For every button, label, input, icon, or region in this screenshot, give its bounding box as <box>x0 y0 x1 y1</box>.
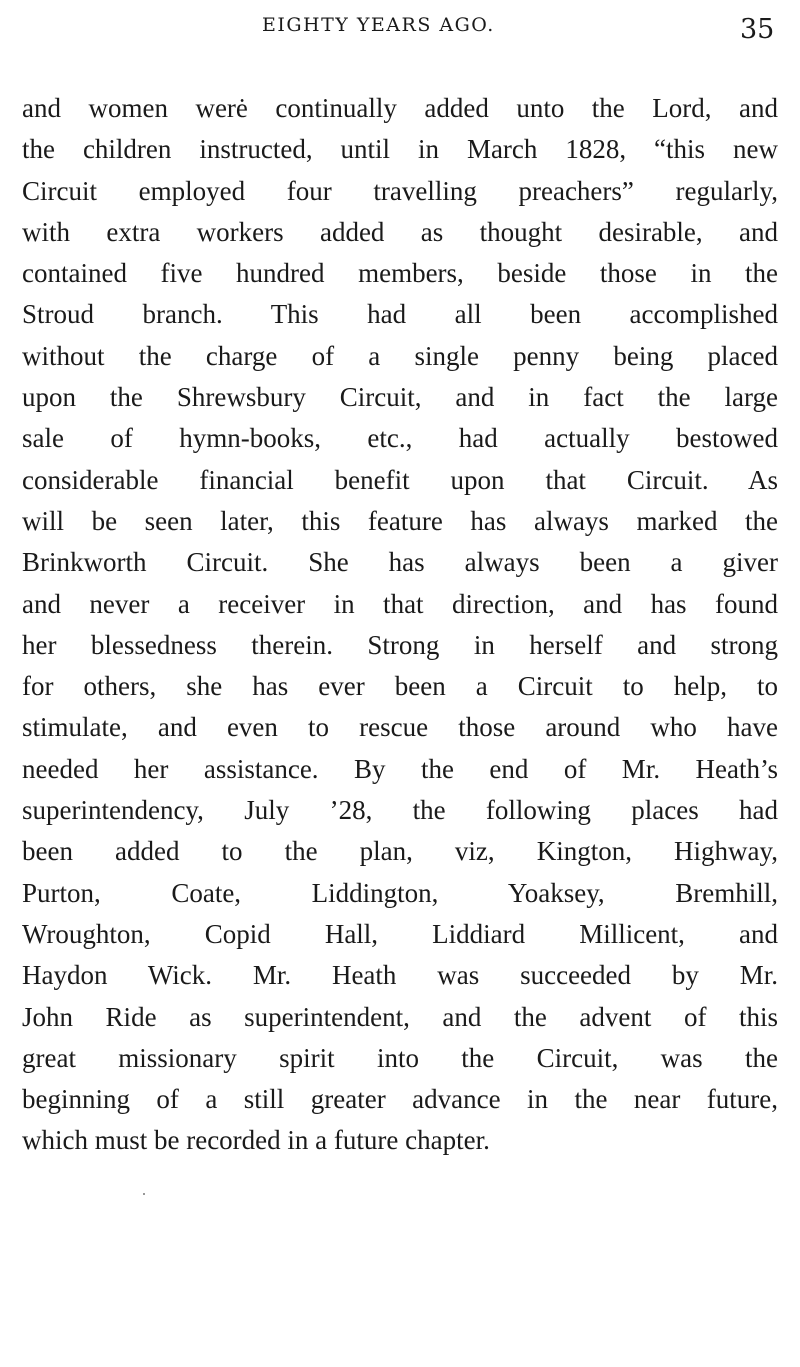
running-header <box>0 12 800 46</box>
text-line: with extra workers added as thought desirable, and <box>22 216 778 247</box>
text-line: considerable financial benefit upon that Circuit. As <box>22 464 778 495</box>
body-text <box>22 88 778 1162</box>
text-line: upon the Shrewsbury Circuit, and in fact the large <box>22 382 778 413</box>
text-line: Purton, Coate, Liddington, Yoaksey, Bremhill, <box>22 877 778 908</box>
text-line: John Ride as superintendent, and the advent of this <box>22 1001 778 1032</box>
text-line: stimulate, and even to rescue those around who have <box>22 712 778 743</box>
text-line: her blessedness therein. Strong in herself and strong <box>22 629 778 660</box>
text-line: beginning of a still greater advance in the near future, <box>22 1084 778 1115</box>
page-number: 35 <box>740 14 775 45</box>
text-line: for others, she has ever been a Circuit to help, to <box>22 671 778 702</box>
text-line: superintendency, July ’28, the following places had <box>22 795 778 826</box>
print-speck <box>143 1193 145 1195</box>
text-line: the children instructed, until in March 1828, “this new <box>22 134 778 165</box>
text-line: needed her assistance. By the end of Mr. Heath’s <box>22 753 778 784</box>
text-line: been added to the plan, viz, Kington, Highway, <box>22 836 778 867</box>
text-line: Stroud branch. This had all been accomplished <box>22 299 778 330</box>
text-line-last: which must be recorded in a future chapter. <box>22 1125 490 1156</box>
running-title: EIGHTY YEARS AGO. <box>262 14 495 36</box>
text-line: Haydon Wick. Mr. Heath was succeeded by Mr. <box>22 960 778 991</box>
text-line: without the charge of a single penny being placed <box>22 340 778 371</box>
text-line: Brinkworth Circuit. She has always been a giver <box>22 547 778 578</box>
text-line: sale of hymn-books, etc., had actually bestowed <box>22 423 778 454</box>
text-line: contained five hundred members, beside those in the <box>22 258 778 289</box>
text-line: great missionary spirit into the Circuit, was the <box>22 1042 778 1073</box>
text-line: Circuit employed four travelling preachers” regularly, <box>22 175 778 206</box>
text-line: and women werė continually added unto the Lord, and <box>22 93 778 123</box>
text-line: Wroughton, Copid Hall, Liddiard Millicent, and <box>22 918 778 949</box>
text-line: will be seen later, this feature has always marked the <box>22 505 778 536</box>
text-line: and never a receiver in that direction, and has found <box>22 588 778 619</box>
